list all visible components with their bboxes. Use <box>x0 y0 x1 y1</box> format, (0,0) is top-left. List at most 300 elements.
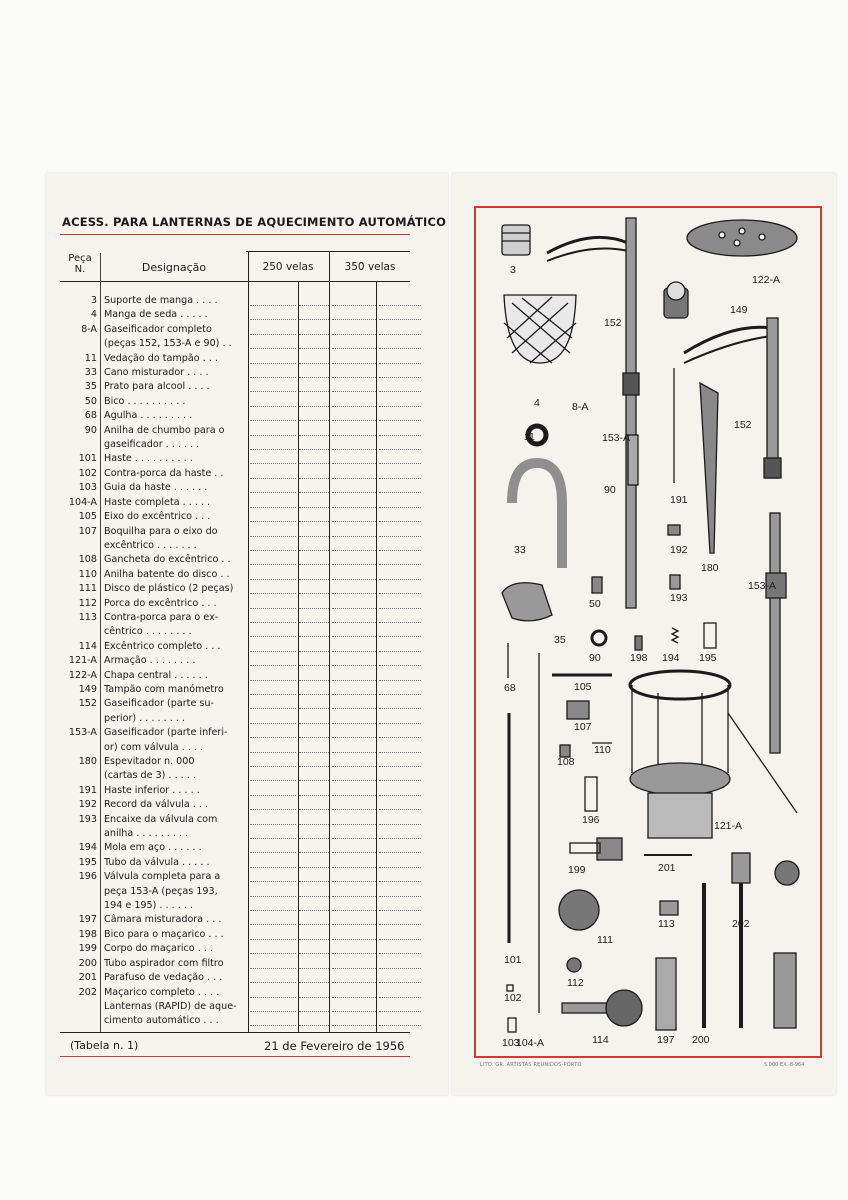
price-dotted-line <box>250 982 296 983</box>
price-dotted-line <box>379 420 421 421</box>
table-row <box>60 352 430 366</box>
part-number: 4 <box>90 309 97 321</box>
table-row <box>60 957 430 971</box>
price-dotted-line <box>379 852 421 853</box>
price-dotted-line <box>250 363 296 364</box>
price-dotted-line <box>332 766 376 767</box>
part-label: 113 <box>658 918 675 930</box>
price-dotted-line <box>332 737 376 738</box>
part-number: 8-A <box>81 323 97 335</box>
price-dotted-line <box>299 953 329 954</box>
price-dotted-line <box>332 852 376 853</box>
table-row <box>60 553 430 567</box>
part-description: Contra-porca para o ex- <box>104 611 219 623</box>
part-number: 102 <box>78 467 97 479</box>
price-dotted-line <box>379 737 421 738</box>
price-dotted-line <box>379 867 421 868</box>
title-red-rule <box>60 234 410 235</box>
price-dotted-line <box>332 708 376 709</box>
price-dotted-line <box>332 305 376 306</box>
part-label: 35 <box>554 634 566 646</box>
part-description: Bico para o maçarico . . . <box>104 928 224 940</box>
exploded-parts-diagram <box>452 173 836 1095</box>
price-dotted-line <box>379 492 421 493</box>
price-dotted-line <box>379 780 421 781</box>
price-dotted-line <box>332 593 376 594</box>
table-row <box>60 294 430 308</box>
price-dotted-line <box>250 478 296 479</box>
price-dotted-line <box>379 1025 421 1026</box>
price-dotted-line <box>379 708 421 709</box>
part-label: 33 <box>514 544 526 556</box>
price-dotted-line <box>299 723 329 724</box>
price-dotted-line <box>332 723 376 724</box>
header-250-velas: 250 velas <box>262 261 314 273</box>
price-dotted-line <box>299 449 329 450</box>
table-row <box>60 481 430 495</box>
part-description: Gancheta do excêntrico . . <box>104 554 231 566</box>
price-dotted-line <box>332 838 376 839</box>
part-112-drawing <box>567 958 581 972</box>
price-dotted-line <box>250 924 296 925</box>
price-dotted-line <box>299 982 329 983</box>
part-label: 195 <box>699 652 717 664</box>
part-number: 153-A <box>68 727 97 739</box>
price-dotted-line <box>250 809 296 810</box>
price-dotted-line <box>250 435 296 436</box>
price-dotted-line <box>332 521 376 522</box>
price-dotted-line <box>332 550 376 551</box>
price-dotted-line <box>379 766 421 767</box>
price-dotted-line <box>379 910 421 911</box>
price-dotted-line <box>250 348 296 349</box>
part-90-drawing <box>592 631 606 645</box>
price-dotted-line <box>379 305 421 306</box>
part-label: 200 <box>692 1034 710 1046</box>
part-description: Boquilha para o eixo do <box>104 525 218 537</box>
table-date: 21 de Fevereiro de 1956 <box>264 1039 405 1053</box>
part-122a-drawing <box>687 220 797 256</box>
table-row <box>60 380 430 394</box>
price-dotted-line <box>379 953 421 954</box>
price-dotted-line <box>250 737 296 738</box>
table-row <box>60 769 430 783</box>
part-number: 108 <box>78 554 97 566</box>
part-number: 200 <box>78 957 97 969</box>
part-description: Gaseificador (parte su- <box>104 698 214 710</box>
price-dotted-line <box>250 795 296 796</box>
table-row <box>60 712 430 726</box>
price-dotted-line <box>379 694 421 695</box>
part-number: 113 <box>78 611 97 623</box>
table-row <box>60 755 430 769</box>
table-row <box>60 525 430 539</box>
price-dotted-line <box>379 651 421 652</box>
price-dotted-line <box>332 867 376 868</box>
table-row <box>60 625 430 639</box>
part-194-drawing <box>672 628 678 643</box>
price-dotted-line <box>299 435 329 436</box>
price-dotted-line <box>379 550 421 551</box>
price-dotted-line <box>299 478 329 479</box>
price-dotted-line <box>250 881 296 882</box>
part-196-drawing <box>585 777 597 811</box>
price-dotted-line <box>379 636 421 637</box>
part-description: excêntrico . . . . . . . <box>104 539 197 551</box>
price-dotted-line <box>299 492 329 493</box>
part-3-drawing <box>502 225 530 255</box>
table-row <box>60 813 430 827</box>
price-dotted-line <box>332 449 376 450</box>
part-description: Mola em aço . . . . . . <box>104 842 202 854</box>
price-dotted-line <box>299 507 329 508</box>
price-dotted-line <box>250 622 296 623</box>
part-4-drawing <box>504 295 576 363</box>
price-dotted-line <box>299 391 329 392</box>
price-dotted-line <box>250 766 296 767</box>
price-dotted-line <box>250 896 296 897</box>
table-row <box>60 654 430 668</box>
price-dotted-line <box>250 521 296 522</box>
part-description: Parafuso de vedação . . . <box>104 972 223 984</box>
price-dotted-line <box>299 377 329 378</box>
price-dotted-line <box>299 550 329 551</box>
price-dotted-line <box>332 622 376 623</box>
price-dotted-line <box>379 463 421 464</box>
price-dotted-line <box>299 694 329 695</box>
price-dotted-line <box>250 449 296 450</box>
table-row <box>60 438 430 452</box>
table-row <box>60 870 430 884</box>
table-row <box>60 424 430 438</box>
price-dotted-line <box>250 564 296 565</box>
price-dotted-line <box>379 824 421 825</box>
price-dotted-line <box>250 723 296 724</box>
part-number: 103 <box>78 482 97 494</box>
table-row <box>60 697 430 711</box>
price-dotted-line <box>332 478 376 479</box>
price-dotted-line <box>332 564 376 565</box>
part-description: Tubo da válvula . . . . . <box>104 856 210 868</box>
table-row <box>60 452 430 466</box>
price-dotted-line <box>332 968 376 969</box>
part-number: 199 <box>78 943 97 955</box>
part-description: gaseificador . . . . . . <box>104 439 200 451</box>
price-dotted-line <box>379 622 421 623</box>
part-description: 194 e 195) . . . . . . <box>104 900 193 912</box>
price-dotted-line <box>299 867 329 868</box>
table-row <box>60 496 430 510</box>
table-row <box>60 798 430 812</box>
part-number: 50 <box>84 395 97 407</box>
table-row <box>60 467 430 481</box>
header-peca <box>60 253 100 275</box>
part-number: 104-A <box>68 496 97 508</box>
part-label: 111 <box>597 934 613 946</box>
part-number: 107 <box>78 525 97 537</box>
price-dotted-line <box>379 507 421 508</box>
part-label: 152 <box>734 419 752 431</box>
parts-diagram-page <box>452 173 836 1095</box>
price-dotted-line <box>250 1025 296 1026</box>
part-number: 202 <box>78 986 97 998</box>
part-111-drawing <box>559 890 599 930</box>
part-number: 191 <box>78 784 97 796</box>
part-label: 4 <box>534 397 540 409</box>
price-dotted-line <box>332 752 376 753</box>
price-dotted-line <box>299 463 329 464</box>
part-description: cimento automático . . . <box>104 1015 219 1027</box>
price-dotted-line <box>332 334 376 335</box>
price-dotted-line <box>250 780 296 781</box>
part-label: 114 <box>592 1034 609 1046</box>
part-number: 195 <box>78 856 97 868</box>
part-number: 194 <box>78 842 97 854</box>
price-dotted-line <box>379 680 421 681</box>
price-dotted-line <box>250 910 296 911</box>
header-peca-line2: N. <box>74 264 86 275</box>
price-dotted-line <box>379 521 421 522</box>
price-dotted-line <box>250 1011 296 1012</box>
part-label: 180 <box>701 562 719 574</box>
part-description: Armação . . . . . . . . <box>104 655 196 667</box>
page-title: ACESS. PARA LANTERNAS DE AQUECIMENTO AUTOMÁTICO <box>62 215 447 229</box>
price-dotted-line <box>299 737 329 738</box>
part-202b-drawing <box>774 953 796 1028</box>
price-dotted-line <box>250 608 296 609</box>
price-dotted-line <box>299 752 329 753</box>
price-dotted-line <box>250 579 296 580</box>
price-dotted-line <box>299 809 329 810</box>
price-dotted-line <box>299 536 329 537</box>
price-dotted-line <box>332 795 376 796</box>
price-dotted-line <box>250 680 296 681</box>
part-label: 50 <box>589 598 601 610</box>
part-label: 108 <box>557 756 575 768</box>
table-row <box>60 741 430 755</box>
part-label: 103 <box>502 1037 520 1049</box>
part-description: Gaseificador completo <box>104 323 212 335</box>
part-description: or) com válvula . . . . <box>104 741 204 753</box>
part-number: 3 <box>90 295 97 306</box>
part-description: Manga de seda . . . . . <box>104 309 208 321</box>
price-dotted-line <box>379 449 421 450</box>
price-dotted-line <box>250 665 296 666</box>
part-195-drawing <box>704 623 716 648</box>
table-row <box>60 971 430 985</box>
price-dotted-line <box>250 463 296 464</box>
price-dotted-line <box>379 391 421 392</box>
price-dotted-line <box>299 521 329 522</box>
part-description: Encaixe da válvula com <box>104 813 218 825</box>
part-description: Prato para alcool . . . . <box>104 381 210 393</box>
price-dotted-line <box>250 492 296 493</box>
price-dotted-line <box>379 723 421 724</box>
price-dotted-line <box>332 680 376 681</box>
price-dotted-line <box>332 579 376 580</box>
part-label: 110 <box>594 744 611 756</box>
part-label-layer <box>502 264 780 1049</box>
part-149-drawing <box>664 282 688 318</box>
table-row <box>60 597 430 611</box>
price-dotted-line <box>299 680 329 681</box>
price-dotted-line <box>379 478 421 479</box>
parts-table-body <box>60 294 430 1029</box>
part-number: 193 <box>78 813 97 825</box>
print-run: 5.000 EX.-8-964 <box>764 1062 805 1068</box>
price-dotted-line <box>250 694 296 695</box>
part-102-drawing <box>507 985 513 991</box>
price-dotted-line <box>250 968 296 969</box>
price-dotted-line <box>250 593 296 594</box>
price-dotted-line <box>379 982 421 983</box>
price-dotted-line <box>299 622 329 623</box>
price-dotted-line <box>299 1025 329 1026</box>
price-dotted-line <box>332 348 376 349</box>
part-description: Tubo aspirador com filtro <box>104 957 224 969</box>
price-dotted-line <box>299 665 329 666</box>
price-dotted-line <box>332 896 376 897</box>
part-number: 111 <box>78 583 97 595</box>
price-dotted-line <box>299 924 329 925</box>
part-description: perior) . . . . . . . . <box>104 712 185 724</box>
part-label: 192 <box>670 544 688 556</box>
price-dotted-line <box>332 1011 376 1012</box>
table-row <box>60 582 430 596</box>
table-row <box>60 395 430 409</box>
price-dotted-line <box>379 536 421 537</box>
table-row <box>60 942 430 956</box>
part-description: (peças 152, 153-A e 90) . . <box>104 338 232 350</box>
price-list-page <box>46 173 448 1095</box>
part-description: Vedação do tampão . . . <box>104 352 218 364</box>
price-dotted-line <box>379 435 421 436</box>
price-dotted-line <box>379 319 421 320</box>
part-label: 3 <box>510 264 516 276</box>
price-dotted-line <box>299 824 329 825</box>
part-description: Haste . . . . . . . . . . <box>104 453 193 465</box>
part-description: Gaseificador (parte inferi- <box>104 727 228 739</box>
header-bottom-rule <box>60 281 410 282</box>
part-number: 198 <box>78 928 97 940</box>
price-dotted-line <box>250 939 296 940</box>
part-description: cêntrico . . . . . . . . <box>104 626 192 638</box>
part-103-drawing <box>508 1018 516 1032</box>
part-label: 153-A <box>602 432 631 444</box>
price-dotted-line <box>379 939 421 940</box>
part-description: peça 153-A (peças 193, <box>104 885 218 897</box>
price-dotted-line <box>332 377 376 378</box>
table-row <box>60 510 430 524</box>
part-114-drawing <box>562 990 642 1026</box>
table-row <box>60 913 430 927</box>
part-description: Disco de plástico (2 peças) <box>104 583 234 595</box>
table-row <box>60 409 430 423</box>
price-dotted-line <box>332 809 376 810</box>
part-number: 152 <box>78 698 97 710</box>
price-dotted-line <box>250 319 296 320</box>
part-number: 192 <box>78 799 97 811</box>
price-dotted-line <box>379 896 421 897</box>
price-dotted-line <box>250 852 296 853</box>
part-number: 196 <box>78 871 97 883</box>
price-dotted-line <box>299 608 329 609</box>
table-row <box>60 885 430 899</box>
price-dotted-line <box>332 507 376 508</box>
part-label: 152 <box>604 317 622 329</box>
part-number: 68 <box>84 410 97 422</box>
price-dotted-line <box>299 564 329 565</box>
part-label: 90 <box>589 652 601 664</box>
part-number: 105 <box>78 511 97 523</box>
part-description: Maçarico completo . . . . <box>104 986 220 998</box>
part-label: 191 <box>670 494 688 506</box>
price-dotted-line <box>250 752 296 753</box>
price-dotted-line <box>379 997 421 998</box>
header-top-rule <box>246 251 410 252</box>
price-dotted-line <box>332 420 376 421</box>
price-dotted-line <box>332 694 376 695</box>
price-dotted-line <box>379 1011 421 1012</box>
part-description: Cano misturador . . . . <box>104 367 209 379</box>
part-number: 122-A <box>68 669 97 681</box>
price-dotted-line <box>332 608 376 609</box>
part-label: 102 <box>504 992 522 1004</box>
part-description: Câmara misturadora . . . <box>104 914 222 926</box>
part-description: Bico . . . . . . . . . . <box>104 395 186 407</box>
price-dotted-line <box>299 334 329 335</box>
part-label: 149 <box>730 304 748 316</box>
table-row <box>60 1000 430 1014</box>
table-row <box>60 856 430 870</box>
part-description: Anilha batente do disco . . <box>104 568 230 580</box>
price-dotted-line <box>250 953 296 954</box>
price-dotted-line <box>299 708 329 709</box>
table-row <box>60 337 430 351</box>
table-row <box>60 308 430 322</box>
part-description: Corpo do maçarico . . . <box>104 943 213 955</box>
price-dotted-line <box>332 953 376 954</box>
price-dotted-line <box>332 939 376 940</box>
table-row <box>60 1014 430 1028</box>
part-description: Haste completa . . . . . <box>104 496 211 508</box>
price-dotted-line <box>332 492 376 493</box>
header-designacao: Designação <box>141 261 207 274</box>
table-row <box>60 640 430 654</box>
part-number: 180 <box>78 756 97 767</box>
price-dotted-line <box>299 1011 329 1012</box>
part-number: 110 <box>78 568 97 580</box>
price-dotted-line <box>250 651 296 652</box>
part-label: 197 <box>657 1034 675 1046</box>
part-description: Espevitador n. 000 <box>104 756 195 767</box>
header-350-velas: 350 velas <box>344 261 396 273</box>
part-description: Excêntrico completo . . . <box>104 640 221 652</box>
price-dotted-line <box>379 377 421 378</box>
price-dotted-line <box>332 319 376 320</box>
part-description: Haste inferior . . . . . <box>104 784 200 796</box>
part-number: 197 <box>78 914 97 926</box>
price-dotted-line <box>332 636 376 637</box>
table-row <box>60 669 430 683</box>
price-dotted-line <box>250 377 296 378</box>
price-dotted-line <box>332 536 376 537</box>
price-dotted-line <box>299 305 329 306</box>
header-peca-line1: Peça <box>68 253 92 264</box>
table-bottom-rule <box>60 1032 410 1033</box>
part-description: anilha . . . . . . . . . <box>104 828 189 840</box>
price-dotted-line <box>299 910 329 911</box>
